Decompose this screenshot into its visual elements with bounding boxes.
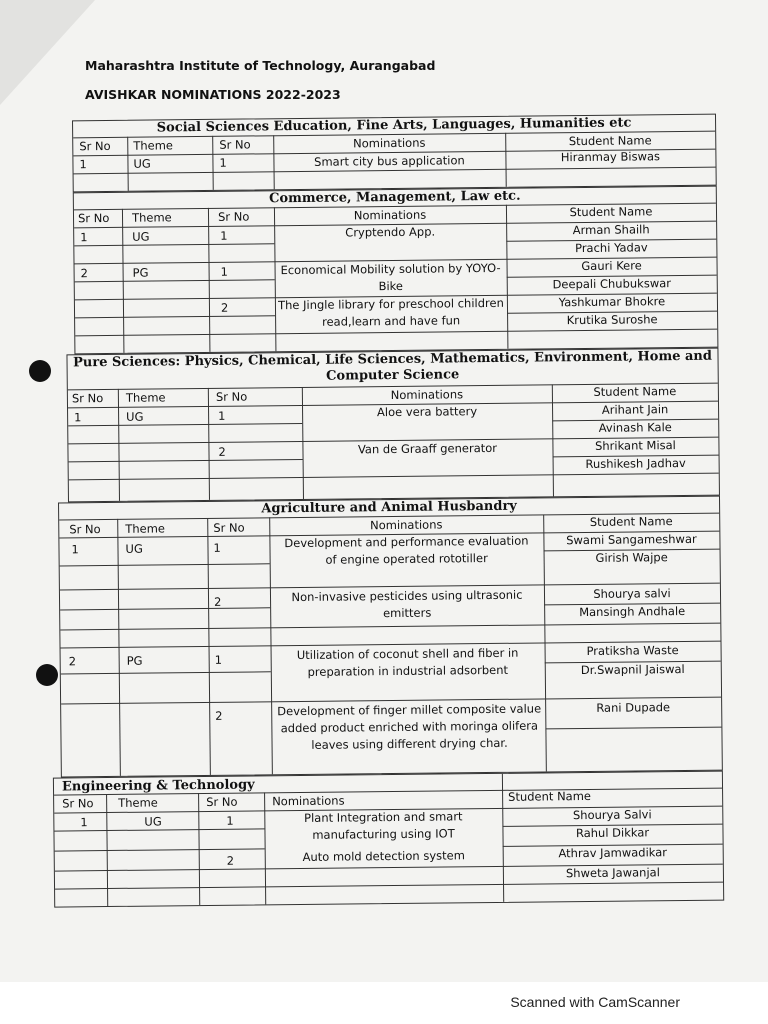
cell-sr-no: 1 [80,230,88,245]
col-sr-no: Sr No [62,796,94,811]
cell-nomination: Utilization of coconut shell and fiber in preparation in industrial adsorbent [296,645,519,679]
cell-nomination: Aloe vera battery [376,404,478,420]
cell-student-name: Arihant Jain [601,402,669,417]
cell-student-name: Gauri Kere [581,258,642,274]
col-student-name: Student Name [589,514,673,529]
cell-nomination: The Jingle library for preschool children read,learn and have fun [277,295,504,329]
cell-student-name: Krutika Suroshe [566,312,658,328]
cell-theme: UG [125,541,143,556]
cell-student-name: Mansingh Andhale [579,603,686,620]
col-sr-no: Sr No [69,522,101,537]
cell-student-name: Swami Sangameshwar [566,531,697,548]
col-theme: Theme [125,390,166,405]
cell-sr-no: 2 [80,266,89,281]
col-sr-no-2: Sr No [213,520,245,535]
col-student-name: Student Name [593,384,677,399]
cell-student-name: Dr.Swapnil Jaiswal [580,661,685,678]
cell-sr-no: 2 [68,654,77,669]
cell-student-name: Deepali Chubukswar [552,276,672,292]
cell-theme: UG [132,229,150,244]
col-nominations: Nominations [390,387,464,403]
cell-student-name: Shweta Jawanjal [565,865,660,881]
cell-sr-no-2: 1 [213,540,221,555]
section-title: Social Sciences Education, Fine Arts, Languages, Humanities etc [156,115,632,136]
cell-theme: PG [126,653,143,668]
cell-sr-no-2: 2 [213,594,222,609]
cell-sr-no-2: 1 [219,155,227,170]
col-sr-no: Sr No [71,391,104,406]
cell-student-name: Avinash Kale [598,420,672,435]
col-sr-no-2: Sr No [217,209,250,224]
section-title: Pure Sciences: Physics, Chemical, Life Sciences, Mathematics, Environment, Home and Computer Science [73,348,713,384]
section-engineering [53,771,724,908]
cell-student-name: Rahul Dikkar [575,825,650,841]
section-title: Commerce, Management, Law etc. [269,188,521,207]
col-sr-no-2: Sr No [215,389,248,404]
cell-nomination: Economical Mobility solution by YOYO-Bike [280,260,501,294]
scanner-footer [0,982,768,1024]
cell-sr-no-2: 2 [218,444,226,459]
col-sr-no: Sr No [79,138,111,154]
col-student-name: Student Name [569,204,653,220]
cell-student-name: Shourya salvi [593,586,671,601]
cell-theme: UG [144,814,162,829]
cell-theme: UG [126,409,144,424]
institute-name: Maharashtra Institute of Technology, Aurangabad [85,58,436,73]
cell-student-name: Shourya Salvi [572,807,652,823]
cell-sr-no-2: 2 [226,853,235,868]
cell-nomination: Non-invasive pesticides using ultrasonic emitters [291,587,523,621]
col-nominations: Nominations [353,207,427,223]
col-theme: Theme [125,521,166,536]
cell-student-name: Arman Shailh [572,222,650,238]
col-sr-no: Sr No [77,210,110,226]
cell-student-name: Rani Dupade [596,700,671,715]
cell-student-name: Pratiksha Waste [586,643,679,658]
cell-theme: PG [132,265,149,280]
col-nominations: Nominations [369,517,443,533]
col-theme: Theme [133,138,174,153]
cell-nomination: Development of finger millet composite value added product enriched with moringa olifera leaves using different drying char. [277,701,542,752]
cell-student-name: Shrikant Misal [594,438,676,453]
cell-student-name: Girish Wajpe [595,550,668,565]
cell-student-name: Prachi Yadav [574,240,648,256]
cell-student-name: Athrav Jamwadikar [558,845,668,861]
cell-sr-no-2: 1 [220,228,228,243]
section-commerce [73,186,719,355]
cell-nomination: Smart city bus application [314,153,465,169]
cell-sr-no-2: 1 [218,408,226,423]
col-student-name: Student Name [568,133,652,149]
cell-nomination: Plant Integration and smart manufacturing using IOT [304,809,463,842]
document-title: AVISHKAR NOMINATIONS 2022-2023 [85,87,341,102]
cell-student-name: Yashkumar Bhokre [558,294,666,310]
cell-nomination: Auto mold detection system [302,848,465,864]
cell-sr-no: 1 [80,815,88,830]
scanner-watermark: Scanned with CamScanner [510,994,680,1010]
cell-sr-no-2: 2 [215,708,223,723]
cell-sr-no-2: 2 [220,300,229,315]
cell-sr-no-2: 1 [226,813,234,828]
cell-nomination: Van de Graaff generator [357,440,498,457]
col-student-name: Student Name [508,788,592,804]
col-theme: Theme [131,210,172,225]
col-theme: Theme [118,795,158,810]
cell-nomination: Development and performance evaluation of engine operated rototiller [284,533,529,567]
cell-sr-no-2: 1 [220,264,229,279]
col-sr-no-2: Sr No [206,794,238,809]
section-pure-sciences [66,348,720,503]
cell-nomination: Cryptendo App. [345,224,436,240]
section-title: Agriculture and Animal Husbandry [261,498,517,517]
col-nominations: Nominations [352,135,426,151]
cell-student-name: Rushikesh Jadhav [585,455,686,471]
cell-sr-no: 1 [79,157,87,172]
cell-sr-no-2: 1 [214,652,223,667]
col-nominations: Nominations [272,793,345,809]
cell-sr-no: 1 [71,542,79,557]
cell-sr-no: 1 [74,410,82,425]
section-agriculture [58,496,723,778]
cell-student-name: Hiranmay Biswas [560,149,661,165]
section-social-sciences [72,114,717,193]
cell-theme: UG [133,156,151,171]
col-sr-no-2: Sr No [219,137,251,152]
section-title: Engineering & Technology [61,777,255,795]
